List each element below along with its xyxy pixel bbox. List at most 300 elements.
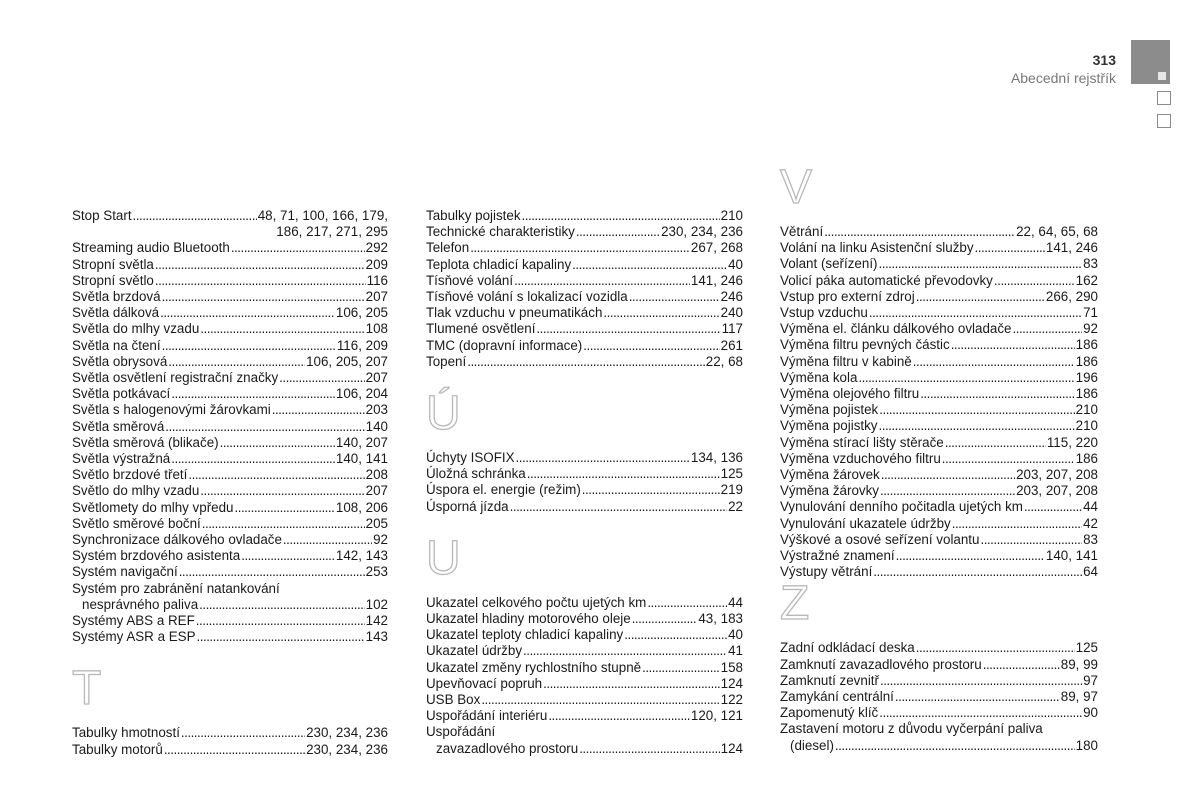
index-entry <box>72 273 388 289</box>
chapter-tab-empty <box>1157 114 1171 128</box>
entry-term: Topení <box>426 353 467 369</box>
entry-pages: 186 <box>1075 450 1098 466</box>
index-entry <box>72 305 388 321</box>
entry-pages: 42 <box>1083 515 1098 531</box>
entry-term: Synchronizace dálkového ovladače <box>72 532 282 548</box>
entry-pages: 22 <box>728 498 743 514</box>
index-entry <box>780 435 1098 451</box>
entry-pages: 142 <box>365 613 388 629</box>
leader-dots <box>983 657 1060 673</box>
leader-dots <box>235 500 335 516</box>
entry-pages: 208 <box>365 467 388 483</box>
entry-term: Světlo do mlhy vzadu <box>72 483 200 499</box>
entry-pages: 219 <box>720 482 743 498</box>
index-entry <box>426 305 743 321</box>
leader-dots <box>1013 321 1083 337</box>
leader-dots <box>200 483 364 499</box>
index-entry <box>72 629 388 645</box>
entry-pages: 71 <box>1083 305 1098 321</box>
leader-dots <box>514 273 690 289</box>
index-list-u-acute <box>426 450 743 515</box>
leader-dots <box>162 289 365 305</box>
subentry-pages: 124 <box>720 740 743 756</box>
entry-pages: 89, 99 <box>1060 656 1098 672</box>
entry-pages: 92 <box>373 532 388 548</box>
entry-pages: 122 <box>720 692 743 708</box>
entry-pages: 140 <box>365 418 388 434</box>
entry-term: Ukazatel teploty chladicí kapaliny <box>426 627 624 643</box>
leader-dots <box>1024 499 1082 515</box>
entry-pages: 141, 246 <box>1045 240 1098 256</box>
index-entry <box>780 418 1098 434</box>
index-entry-term: Zastavení motoru z důvodu vyčerpání paliva <box>780 721 1043 737</box>
entry-term: Stropní světlo <box>72 272 154 288</box>
index-entry <box>780 370 1098 386</box>
entry-term: Volant (seřízení) <box>780 256 878 272</box>
entry-pages: 22, 68 <box>705 353 743 369</box>
subentry-term: nesprávného paliva <box>82 596 199 612</box>
entry-pages: 230, 234, 236 <box>306 725 388 741</box>
index-entry <box>72 386 388 402</box>
section-letter-z: Z <box>780 577 810 631</box>
section-title: Abecední rejstřík <box>1010 70 1116 86</box>
leader-dots <box>523 643 727 659</box>
leader-dots <box>879 705 1082 721</box>
entry-term: Teplota chladicí kapaliny <box>426 256 572 272</box>
entry-pages: 106, 205 <box>335 305 388 321</box>
index-entry <box>780 402 1098 418</box>
entry-pages: 143 <box>365 629 388 645</box>
entry-pages: 162 <box>1075 272 1098 288</box>
leader-dots <box>181 725 305 741</box>
leader-dots <box>576 224 660 240</box>
index-entry <box>780 451 1098 467</box>
entry-term: Systémy ABS a REF <box>72 613 195 629</box>
index-entry <box>780 289 1098 305</box>
entry-pages: 203, 207, 208 <box>1016 467 1098 483</box>
entry-pages: 106, 205, 207 <box>306 353 388 369</box>
leader-dots <box>133 208 257 224</box>
index-entry <box>426 611 743 627</box>
entry-pages: 186 <box>1075 386 1098 402</box>
entry-term: Zamknutí zevnitř <box>780 672 879 688</box>
entry-pages: 266, 290 <box>1045 288 1098 304</box>
leader-dots <box>231 240 365 256</box>
index-entry <box>426 354 743 370</box>
leader-dots <box>916 640 1075 656</box>
index-column-3 <box>780 161 1098 754</box>
entry-term: Světla s halogenovými žárovkami <box>72 402 271 418</box>
index-entry <box>72 532 388 548</box>
index-entry <box>426 643 743 659</box>
entry-term: Výměna žárovek <box>780 467 880 483</box>
leader-dots <box>879 418 1075 434</box>
index-list-t <box>72 725 388 757</box>
leader-dots <box>572 257 727 273</box>
entry-term: Tabulky motorů <box>72 741 163 757</box>
entry-term: Světla brzdová <box>72 289 161 305</box>
chapter-tab-active <box>1131 40 1170 84</box>
entry-term: Výškové a osové seřízení volantu <box>780 531 980 547</box>
entry-term: Vstup vzduchu <box>780 305 868 321</box>
entry-pages: 207 <box>365 289 388 305</box>
entry-term: Zamknutí zavazadlového prostoru <box>780 656 982 672</box>
index-entry <box>426 499 743 515</box>
leader-dots <box>548 708 690 724</box>
leader-dots <box>241 548 335 564</box>
index-entry <box>426 240 743 256</box>
entry-pages: 97 <box>1083 672 1098 688</box>
index-entry <box>426 466 743 482</box>
index-entry <box>72 240 388 256</box>
entry-pages: 108, 206 <box>335 499 388 515</box>
leader-dots <box>579 741 719 757</box>
entry-pages: 140, 141 <box>335 451 388 467</box>
leader-dots <box>197 629 365 645</box>
entry-term: Úspora el. energie (režim) <box>426 482 581 498</box>
leader-dots <box>164 742 305 758</box>
index-subentry <box>426 741 743 757</box>
index-list-u <box>426 595 743 757</box>
entry-pages: 261 <box>720 337 743 353</box>
index-entry <box>780 386 1098 402</box>
entry-pages: 116 <box>366 272 388 288</box>
index-entry <box>426 208 743 224</box>
leader-dots <box>975 240 1045 256</box>
index-entry <box>72 742 388 758</box>
entry-pages: 108 <box>365 321 388 337</box>
index-entry <box>780 337 1098 353</box>
section-letter-v: V <box>780 161 813 214</box>
entry-term: Systém brzdového asistenta <box>72 548 241 564</box>
entry-term: Systém navigační <box>72 564 178 580</box>
section-letter-u-acute: Ú <box>426 387 461 441</box>
leader-dots <box>171 451 335 467</box>
index-entry <box>780 305 1098 321</box>
index-entry-term: Systém pro zabránění natankování <box>72 580 280 596</box>
index-entry <box>72 370 388 386</box>
entry-pages: 40 <box>728 256 743 272</box>
entry-term: Zamykání centrální <box>780 689 894 705</box>
leader-dots <box>155 257 365 273</box>
entry-pages: 92 <box>1083 321 1098 337</box>
entry-term: Výstražné znamení <box>780 548 895 564</box>
index-entry <box>72 338 388 354</box>
entry-pages: 240 <box>720 305 743 321</box>
leader-dots <box>603 305 719 321</box>
entry-pages: 141, 246 <box>690 272 743 288</box>
subentry-term: (diesel) <box>790 737 834 753</box>
leader-dots <box>879 402 1074 418</box>
entry-term: Výměna pojistek <box>780 402 879 418</box>
index-entry <box>72 354 388 370</box>
index-entry <box>780 548 1098 564</box>
entry-pages: 41 <box>728 643 743 659</box>
leader-dots <box>945 435 1046 451</box>
entry-term: Úsporná jízda <box>426 498 509 514</box>
leader-dots <box>160 305 335 321</box>
leader-dots <box>171 386 335 402</box>
leader-dots <box>913 354 1075 370</box>
index-entry <box>780 483 1098 499</box>
entry-pages: 209 <box>365 256 388 272</box>
entry-term: Ukazatel změny rychlostního stupně <box>426 659 642 675</box>
entry-pages: 43, 183 <box>698 611 743 627</box>
leader-dots <box>510 499 727 515</box>
entry-term: Výměna el. článku dálkového ovladače <box>780 321 1012 337</box>
entry-pages: 253 <box>365 564 388 580</box>
entry-term: Výměna stírací lišty stěrače <box>780 434 944 450</box>
index-entry <box>72 516 388 532</box>
index-entry <box>780 640 1098 656</box>
index-entry <box>780 240 1098 256</box>
leader-dots <box>624 627 727 643</box>
entry-term: Výstupy větrání <box>780 564 873 580</box>
entry-pages: 90 <box>1083 705 1098 721</box>
leader-dots <box>980 532 1082 548</box>
entry-pages: 210 <box>720 208 743 223</box>
index-list-t-cont <box>426 208 743 370</box>
entry-pages: 83 <box>1083 256 1098 272</box>
entry-term: Tabulky hmotností <box>72 725 180 741</box>
index-entry <box>780 516 1098 532</box>
entry-term: Světlomety do mlhy vpředu <box>72 499 234 515</box>
leader-dots <box>583 338 719 354</box>
leader-dots <box>881 467 1015 483</box>
index-entry <box>426 627 743 643</box>
leader-dots <box>858 370 1074 386</box>
index-list-s <box>72 208 388 645</box>
leader-dots <box>527 466 720 482</box>
entry-term: Světlo směrové boční <box>72 515 201 531</box>
entry-term: Světla dálková <box>72 305 160 321</box>
index-entry <box>426 660 743 676</box>
index-entry <box>426 676 743 692</box>
leader-dots <box>516 450 690 466</box>
leader-dots <box>951 337 1075 353</box>
entry-term: Ukazatel hladiny motorového oleje <box>426 611 631 627</box>
index-entry <box>426 257 743 273</box>
entry-pages: 230, 234, 236 <box>661 224 743 240</box>
entry-term: Telefon <box>426 240 470 256</box>
leader-dots <box>647 595 727 611</box>
entry-term: Tísňové volání <box>426 272 514 288</box>
index-entry <box>72 451 388 467</box>
entry-pages: 134, 136 <box>690 450 743 466</box>
entry-term: Výměna kola <box>780 369 858 385</box>
index-list-z <box>780 640 1098 753</box>
entry-pages: 230, 234, 236 <box>306 741 388 757</box>
entry-pages: 106, 204 <box>335 386 388 402</box>
index-subentry <box>72 597 388 613</box>
leader-dots <box>835 738 1075 754</box>
entry-pages: 125 <box>1075 640 1098 656</box>
index-entry <box>72 548 388 564</box>
subentry-pages: 102 <box>365 596 388 612</box>
entry-pages: 207 <box>365 370 388 386</box>
entry-term: Ukazatel údržby <box>426 643 523 659</box>
leader-dots <box>824 224 1015 240</box>
entry-pages: 203 <box>365 402 388 418</box>
index-entry <box>780 467 1098 483</box>
index-entry <box>72 257 388 273</box>
entry-pages: 210 <box>1075 402 1098 418</box>
index-entry <box>426 338 743 354</box>
entry-term: Tabulky pojistek <box>426 208 521 223</box>
entry-pages: 186 <box>1075 353 1098 369</box>
index-entry <box>780 499 1098 515</box>
index-entry <box>426 708 743 724</box>
leader-dots <box>942 451 1075 467</box>
entry-pages: 292 <box>365 240 388 256</box>
entry-term: Tlumené osvětlení <box>426 321 536 337</box>
index-entry <box>780 354 1098 370</box>
entry-term: USB Box <box>426 692 481 708</box>
leader-dots <box>994 273 1075 289</box>
leader-dots <box>920 386 1074 402</box>
entry-term: Tlak vzduchu v pneumatikách <box>426 305 603 321</box>
leader-dots <box>880 673 1082 689</box>
entry-term: Výměna olejového filtru <box>780 386 920 402</box>
entry-term: Světla na čtení <box>72 337 161 353</box>
entry-term: Výměna žárovky <box>780 483 879 499</box>
leader-dots <box>536 321 720 337</box>
entry-term: Větrání <box>780 224 824 239</box>
leader-dots <box>220 435 335 451</box>
leader-dots <box>916 289 1045 305</box>
entry-pages: 89, 97 <box>1060 689 1098 705</box>
leader-dots <box>642 660 720 676</box>
entry-term: Výměna filtru pevných částic <box>780 337 950 353</box>
entry-term: Výměna vzduchového filtru <box>780 450 941 466</box>
entry-pages: 116, 209 <box>336 337 388 353</box>
leader-dots <box>895 689 1060 705</box>
index-entry <box>780 564 1098 580</box>
leader-dots <box>543 676 720 692</box>
leader-dots <box>629 289 720 305</box>
index-entry <box>426 692 743 708</box>
index-column-2 <box>426 208 743 757</box>
entry-term: Volání na linku Asistenční služby <box>780 240 974 256</box>
entry-pages-continued: 186, 217, 271, 295 <box>276 224 388 240</box>
entry-pages: 125 <box>720 466 743 482</box>
index-entry <box>72 467 388 483</box>
index-entry <box>780 273 1098 289</box>
index-entry <box>426 450 743 466</box>
leader-dots <box>896 548 1045 564</box>
leader-dots <box>880 483 1015 499</box>
index-entry <box>426 289 743 305</box>
index-entry <box>72 402 388 418</box>
section-letter-u: U <box>426 531 461 585</box>
leader-dots <box>873 564 1082 580</box>
index-entry <box>72 435 388 451</box>
index-entry <box>780 657 1098 673</box>
entry-term: Vynulování ukazatele údržby <box>780 515 951 531</box>
index-entry <box>72 289 388 305</box>
entry-term: Zapomenutý klíč <box>780 705 879 721</box>
index-entry <box>72 419 388 435</box>
subentry-pages: 180 <box>1075 737 1098 753</box>
leader-dots <box>582 482 720 498</box>
entry-term: Ukazatel celkového počtu ujetých km <box>426 594 647 610</box>
entry-term: Tísňové volání s lokalizací vozidla <box>426 289 628 305</box>
entry-term: Volicí páka automatické převodovky <box>780 272 993 288</box>
leader-dots <box>162 338 336 354</box>
leader-dots <box>869 305 1082 321</box>
index-list-v <box>780 224 1098 580</box>
entry-term: Stropní světla <box>72 256 154 272</box>
entry-term: Světla potkávací <box>72 386 171 402</box>
entry-term: Zadní odkládací deska <box>780 640 915 656</box>
index-entry <box>780 689 1098 705</box>
entry-term: Výměna filtru v kabině <box>780 353 912 369</box>
entry-term: Světla obrysová <box>72 353 168 369</box>
leader-dots <box>199 597 365 613</box>
index-subentry <box>780 738 1098 754</box>
entry-term: Světla směrová <box>72 418 165 434</box>
entry-term: Stop Start <box>72 208 132 223</box>
entry-pages: 120, 121 <box>690 708 743 724</box>
entry-term: Světla směrová (blikače) <box>72 434 219 450</box>
entry-pages: 158 <box>720 659 743 675</box>
entry-pages: 142, 143 <box>335 548 388 564</box>
entry-pages: 203, 207, 208 <box>1016 483 1098 499</box>
entry-term: Světla do mlhy vzadu <box>72 321 200 337</box>
entry-pages: 44 <box>1083 499 1098 515</box>
index-entry <box>72 725 388 741</box>
leader-dots <box>188 467 364 483</box>
entry-term: Vstup pro externí zdroj <box>780 288 915 304</box>
page-number: 313 <box>1092 52 1116 68</box>
entry-term: Světla osvětlení registrační značky <box>72 370 279 386</box>
leader-dots <box>196 613 365 629</box>
entry-pages: 124 <box>720 675 743 691</box>
entry-pages: 140, 141 <box>1045 548 1098 564</box>
chapter-tab-empty <box>1157 91 1171 105</box>
leader-dots <box>179 564 365 580</box>
index-entry <box>72 500 388 516</box>
entry-pages: 196 <box>1075 369 1098 385</box>
leader-dots <box>470 240 690 256</box>
leader-dots <box>200 321 364 337</box>
index-entry <box>426 482 743 498</box>
leader-dots <box>522 208 720 224</box>
entry-pages: 40 <box>728 627 743 643</box>
index-entry <box>780 321 1098 337</box>
entry-term: Světlo brzdové třetí <box>72 467 188 483</box>
leader-dots <box>155 273 366 289</box>
index-entry <box>780 224 1098 240</box>
index-entry <box>72 564 388 580</box>
leader-dots <box>632 611 698 627</box>
entry-pages: 117 <box>721 321 743 337</box>
section-letter-t: T <box>72 662 102 716</box>
index-entry <box>72 613 388 629</box>
index-entry <box>72 321 388 337</box>
entry-term: Vynulování denního počitadla ujetých km <box>780 499 1023 515</box>
entry-pages: 246 <box>720 289 743 305</box>
leader-dots <box>952 516 1082 532</box>
leader-dots <box>279 370 364 386</box>
index-entry <box>72 483 388 499</box>
entry-pages: 140, 207 <box>335 434 388 450</box>
entry-pages: 207 <box>365 483 388 499</box>
entry-term: Úchyty ISOFIX <box>426 450 515 466</box>
subentry-term: zavazadlového prostoru <box>436 740 579 756</box>
entry-pages: 205 <box>365 515 388 531</box>
entry-term: Uspořádání interiéru <box>426 708 548 724</box>
